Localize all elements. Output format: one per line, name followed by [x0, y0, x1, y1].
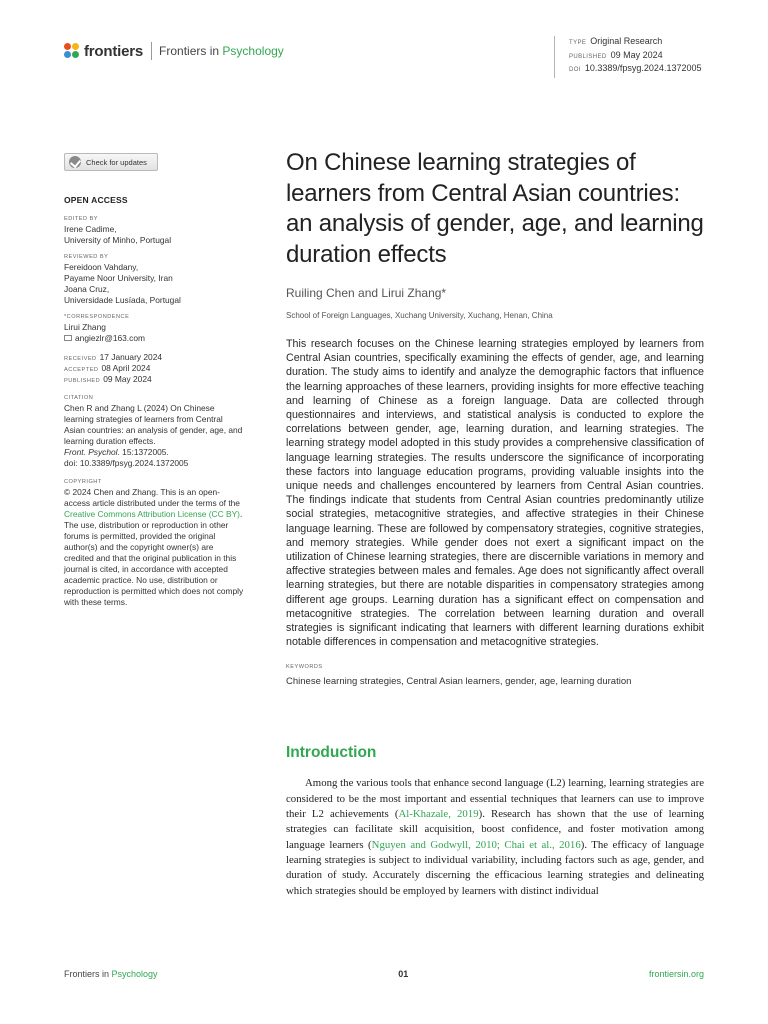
edited-by-label: EDITED BY	[64, 216, 99, 222]
footer-site-link[interactable]: frontiersin.org	[648, 969, 704, 979]
date-received: RECEIVED 17 January 2024	[64, 352, 163, 362]
editor-info: Irene Cadime, University of Minho, Portugal	[64, 224, 172, 245]
reference-link[interactable]: Al-Khazale, 2019	[398, 808, 479, 821]
frontiers-logo[interactable]	[64, 42, 284, 60]
reference-link[interactable]: Nguyen and Godwyll, 2010; Chai et al., 2016	[371, 838, 581, 851]
citation-doi[interactable]: doi: 10.3389/fpsyg.2024.1372005	[64, 458, 189, 468]
correspondence-email[interactable]: angiezlr@163.com	[64, 333, 244, 344]
page-header	[0, 0, 768, 80]
correspondence-info: Lirui Zhang angiezlr@163.com	[64, 322, 244, 344]
article-sidebar	[64, 152, 244, 608]
open-access-label: OPEN ACCESS	[64, 195, 128, 205]
meta-published: PUBLISHED 09 May 2024	[569, 49, 663, 60]
frontiers-logo-icon	[64, 43, 80, 59]
keywords-list: Chinese learning strategies, Central Asian learners, gender, age, learning duration	[286, 676, 632, 688]
reviewed-by-label: REVIEWED BY	[64, 254, 109, 260]
introduction-heading: Introduction	[286, 744, 377, 762]
footer-journal[interactable]: Frontiers in Psychology	[64, 969, 158, 979]
cc-license-link[interactable]: Creative Commons Attribution License (CC BY)	[64, 509, 240, 519]
article-main	[286, 148, 704, 899]
article-meta	[554, 36, 701, 78]
reviewer-info: Fereidoon Vahdany, Payame Noor University, Iran Joana Cruz, Universidade Lusíada, Portugal	[64, 262, 181, 305]
article-authors[interactable]: Ruiling Chen and Lirui Zhang*	[286, 286, 447, 300]
envelope-icon	[64, 335, 72, 341]
logo-divider	[151, 42, 152, 60]
page-number: 01	[398, 969, 409, 979]
introduction-paragraph: Among the various tools that enhance second language (L2) learning, learning strategies are considered to be the most important and essential techniques that learners can use to improve their L2 achievements (Al-Khazale, 2019). Research has shown that the use of learning strategies can facilitate skill acquisition, boost confidence, and foster motivation among language learners (Nguyen and Godwyll, 2010; Chai et al., 2016). The efficacy of language learning strategies is subject to individual variability, including factors such as age, gender, and duration of study. Accurately discerning the efficacious learning strategies and delineating which strategies should be employed by learners with distinct individual	[286, 777, 704, 897]
meta-doi[interactable]: DOI 10.3389/fpsyg.2024.1372005	[569, 63, 702, 73]
citation-label: CITATION	[64, 395, 94, 401]
date-accepted: ACCEPTED 08 April 2024	[64, 363, 151, 373]
copyright-text: © 2024 Chen and Zhang. This is an open-access article distributed under the terms of the Creative Commons Attribution License (CC BY). The use, distribution or reproduction in other forums is permitted, provided the original author(s) and the copyright owner(s) are credited and that the original publication in this journal is cited, in accordance with accepted academic practice. No use, distribution or reproduction is permitted which does not comply with these terms.	[64, 487, 244, 607]
checkmark-icon	[69, 156, 81, 168]
meta-type: TYPE Original Research	[569, 36, 663, 46]
article-affiliation: School of Foreign Languages, Xuchang University, Xuchang, Henan, China	[286, 311, 553, 320]
citation-text: Chen R and Zhang L (2024) On Chinese learning strategies of learners from Central Asian countries: an analysis of gender, age, and learning duration effects. Front. Psychol. 15:1372005. doi: 10.3389/fpsyg.2024.1372005	[64, 403, 243, 468]
date-published: PUBLISHED 09 May 2024	[64, 374, 152, 384]
page-footer	[64, 969, 704, 979]
article-abstract: This research focuses on the Chinese learning strategies employed by learners from Central Asian countries, specifically examining the effects of gender, age, and learning duration. The study aims to identify and analyze the demographic factors that influence the learning approaches of these learners, providing insights for more effective teaching and learning of Chinese as a foreign language. Data are collected through questionnaires and interviews, and statistical analysis is conducted to explore the correlations between gender, age, learning duration, and learning strategies. The learning strategy model adopted in this study provides a comprehensive classification of language learning strategies. The results underscore the significance of incorporating these factors into language education programs, providing valuable insights into the unique needs and challenges encountered by learners from Central Asian countries. The findings indicate that students from Central Asian countries predominantly utilize social strategies, metacognitive strategies, and affective strategies in their Chinese language learning. These are followed by compensatory strategies, cognitive strategies, and memory strategies. While gender does not exert a significant impact on the utilization of Chinese learning strategies, there are discernible variations in memory and affective strategies between males and females. Age does not significantly affect overall learning strategies, but there are notable disparities in compensatory strategies among different age groups. Learning duration has a significant effect on compensation and metacognitive strategies. The correlation between learning duration and overall strategies is significant indicating that learners with different learning durations exhibit notable differences in compensation and metacognitive strategies.	[286, 338, 704, 649]
keywords-label: KEYWORDS	[286, 664, 323, 671]
journal-name[interactable]: Frontiers in Psychology	[159, 44, 284, 58]
logo-wordmark: frontiers	[84, 42, 144, 60]
dates-block	[64, 352, 244, 385]
check-updates-button[interactable]: Check for updates	[64, 153, 158, 171]
correspondence-label: *CORRESPONDENCE	[64, 314, 130, 320]
copyright-label: COPYRIGHT	[64, 479, 102, 485]
article-title: On Chinese learning strategies of learners from Central Asian countries: an analysis of gender, age, and learning duration effects	[286, 149, 704, 268]
